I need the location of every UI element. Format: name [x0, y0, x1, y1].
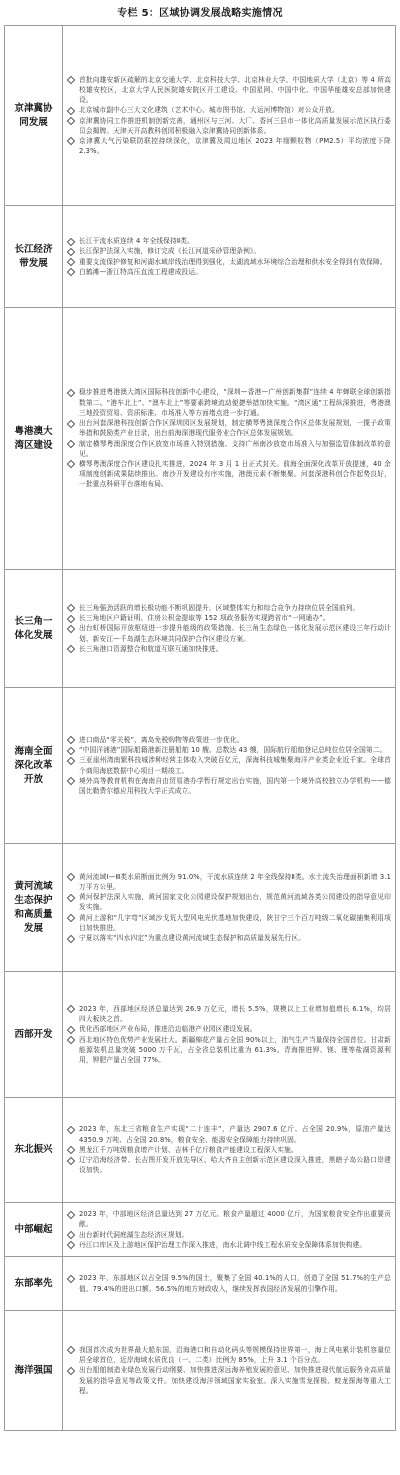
list-item-text: 出台虹桥国际开放枢纽进一步提升能级的政策措施、长三角生态绿色一体化发展示范区建设三年行动计划、新安江—千岛湖生态环境共同保护合作区建设方案。 [79, 624, 391, 643]
list-item [67, 1273, 391, 1293]
list-item [67, 1230, 391, 1240]
strategy-items-cell [63, 206, 396, 308]
diamond-bullet-icon [67, 268, 75, 276]
list-item [67, 75, 391, 106]
diamond-bullet-icon [67, 1126, 75, 1134]
diamond-bullet-icon [67, 914, 75, 922]
diamond-bullet-icon [67, 237, 75, 245]
list-item-text: 长三角港口资源整合和航道互联互通加快推进。 [79, 644, 223, 653]
strategy-items-cell [63, 1257, 396, 1311]
list-item-text: 境外高等教育机构在海南自由贸易港办学暂行规定出台实施，国内第一个境外高校独立办学机构——德国比勒费尔德应用科技大学正式成立。 [79, 776, 391, 795]
diamond-bullet-icon [67, 757, 75, 765]
list-item-text: 我国首次成为世界最大船东国，沿海港口和自动化码头等规模保持世界第一，海上风电累计装机容量位居全球首位，近岸海域水质优良（一、二类）比例为 85%，上升 3.1 个百分点。 [79, 1345, 391, 1365]
list-item [67, 387, 391, 418]
list-item [67, 735, 391, 745]
strategy-category: 长三角一体化发展 [5, 570, 63, 688]
list-item-text: 重要支流保护修复和河湖水域岸线治理得到强化，太湖流域水环境综合治理和供水安全得到有效保障。 [79, 257, 387, 266]
strategy-row [5, 1098, 396, 1203]
list-item-text: 长江保护法深入实施，修订完成《长江河道采砂管理条例》。 [79, 247, 261, 256]
strategy-row [5, 972, 396, 1098]
strategy-items-cell [63, 308, 396, 570]
strategy-items-cell [63, 570, 396, 688]
list-item-text: 2023 年，中部地区经济总量达到 27 万亿元。粮食产量超过 4000 亿斤，为国家粮食安全作出重要贡献。 [79, 1210, 391, 1229]
diamond-bullet-icon [67, 258, 75, 266]
list-item-text: 出台河套深港科技创新合作区深圳园区发展规划，制定横琴粤澳深度合作区总体发展规划，一揽子政策举措和鼓励类产业目录，出台前海深港现代服务业合作区总体发展规划。 [79, 419, 391, 438]
list-item [67, 418, 391, 438]
list-item [67, 136, 391, 156]
list-item-text: 长江干流水质连续 4 年全线保持Ⅱ类。 [79, 237, 194, 246]
list-item [67, 755, 391, 775]
strategy-row [5, 308, 396, 570]
strategy-items-cell [63, 26, 396, 206]
list-item-text: 横琴粤澳深度合作区建设扎实推进，2024 年 3 月 1 日正式封关。前海全面深化改革开放提速，40 余项制度创新成果陆续推出。南沙开发建设有序实施，港澳元素不断集聚。河套深港科创合作起势良好，一批重点科研平台落地布局。 [79, 459, 391, 489]
list-item-text: 京津冀协同工作推进机制创新完善，通州区与三河、大厂、香河三县市一体化高质量发展示范区执行委员会揭牌。天津天开高教科创园积极融入京津冀协同创新体系。 [79, 116, 391, 135]
diamond-bullet-icon [67, 736, 75, 744]
strategy-category: 东部率先 [5, 1257, 63, 1311]
list-item [67, 613, 391, 623]
diamond-bullet-icon [67, 440, 75, 448]
list-item-text: 京津冀大气污染联防联控持续深化，京津冀及周边地区 2023 年细颗粒物（PM2.5）平均浓度下降 2.3%。 [79, 136, 391, 156]
list-item-text: 出台新时代洞庭湖生态经济区规划。 [79, 1230, 189, 1239]
strategy-row [5, 1311, 396, 1431]
list-item [67, 1240, 391, 1250]
list-item [67, 1155, 391, 1175]
list-item [67, 246, 391, 256]
list-item [67, 776, 391, 796]
diamond-bullet-icon [67, 614, 75, 622]
diamond-bullet-icon [67, 1005, 75, 1013]
diamond-bullet-icon [67, 76, 75, 84]
list-item [67, 872, 391, 892]
strategy-row [5, 688, 396, 844]
strategy-table-body [5, 26, 396, 1431]
list-item-text: 黄河流域Ⅰ—Ⅲ类水质断面比例为 91.0%，干流水质连续 2 年全线保持Ⅱ类。水土流失治理面积新增 3.1 万平方公里。 [79, 872, 391, 891]
diamond-bullet-icon [67, 604, 75, 612]
list-item-text: 黑龙江千万吨级粮食增产计划、吉林千亿斤粮食产能建设工程深入实施。 [79, 1145, 298, 1154]
strategy-items-cell [63, 972, 396, 1098]
list-item-text: 丹江口库区及上游地区保护治理工作深入推进，南水北调中线工程水质安全保障体系加快构建。 [79, 1240, 367, 1249]
diamond-bullet-icon [67, 460, 75, 468]
column-title: 专栏 5：区域协调发展战略实施情况 [117, 8, 283, 19]
list-item-text: 三亚崖州湾南繁科技城涉种经营主体收入突破百亿元，深海科技城集聚海洋产业类企业近千家。全球首个商用海底数据中心项目一期竣工。 [79, 756, 391, 775]
list-item [67, 913, 391, 933]
diamond-bullet-icon [67, 419, 75, 427]
list-item [67, 267, 391, 277]
list-item [67, 105, 391, 115]
strategy-category: 长江经济带发展 [5, 206, 63, 308]
strategy-category: 海南全面深化改革开放 [5, 688, 63, 844]
diamond-bullet-icon [67, 645, 75, 653]
diamond-bullet-icon [67, 1026, 75, 1034]
list-item-text: 西北地区特色优势产业发展壮大。新疆棉花产量占全国 90%以上，油气生产当量保持全国首位。甘肃新能源装机总量突破 5000 万千瓦，占全省总装机比重为 61.3%。青海推进钾、镁、锂等盐湖资源利用，钾肥产量占全国 77%。 [79, 1035, 391, 1064]
list-item [67, 892, 391, 912]
list-item-text: 宁夏以落实“四水四定”为重点建设黄河流域生态保护和高质量发展先行区。 [79, 934, 306, 942]
list-item [67, 933, 391, 943]
strategy-category: 粤港澳大湾区建设 [5, 308, 63, 570]
list-item-text: 出台船舶制造业绿色发展行动纲要、加快推进深远海养殖发展的意见、加快推进现代航运服务业高质量发展的指导意见等政策文件。加快建设海洋领域国家实验室。深入实施雪龙探极、蛟龙探海等重大工程。 [79, 1366, 391, 1395]
strategy-category: 西部开发 [5, 972, 63, 1098]
diamond-bullet-icon [67, 1146, 75, 1154]
list-item [67, 1345, 391, 1365]
diamond-bullet-icon [67, 1156, 75, 1164]
list-item [67, 1004, 391, 1024]
diamond-bullet-icon [67, 389, 75, 397]
diamond-bullet-icon [67, 777, 75, 785]
list-item [67, 116, 391, 136]
diamond-bullet-icon [67, 137, 75, 145]
list-item-text: 优化西部地区产业布局，推进沿边临港产业园区建设发展。 [79, 1025, 257, 1034]
strategy-items-cell [63, 1203, 396, 1257]
list-item-text: 白鹤滩—浙江特高压直流工程建成投运。 [79, 267, 203, 276]
strategy-row [5, 570, 396, 688]
strategy-category: 京津冀协同发展 [5, 26, 63, 206]
diamond-bullet-icon [67, 625, 75, 633]
diamond-bullet-icon [67, 746, 75, 754]
list-item [67, 1209, 391, 1229]
strategy-category: 中部崛起 [5, 1203, 63, 1257]
list-item [67, 236, 391, 246]
list-item [67, 745, 391, 755]
list-item [67, 1145, 391, 1155]
list-item-text: 长三角地区户籍证明、住房公积金提取等 152 项政务服务实现跨省市“一网通办”。 [79, 614, 330, 623]
list-item-text: 2023 年，东北三省粮食生产实现“二十连丰”，产量达 2907.6 亿斤、占全国 20.9%，原油产量达 4350.9 万吨、占全国 20.8%，粮食安全、能源安全保障能力持续巩固。 [79, 1125, 391, 1144]
strategy-items-cell [63, 1311, 396, 1431]
list-item-text: 2023 年，东部地区以占全国 9.5%的国土，聚集了全国 40.1%的人口，创造了全国 51.7%的生产总值、79.4%的进出口额、56.5%的地方财政收入，继续发挥我国经济发展的引擎作用。 [79, 1274, 391, 1293]
list-item-text: 进口商品“零关税”、离岛免税购物等政策进一步优化。 [79, 735, 244, 744]
list-item-text: 首批向雄安新区疏解的北京交通大学、北京科技大学、北京林业大学、中国地质大学（北京）等 4 所高校雄安校区，北京大学人民医院雄安院区开工建设。中国星网、中国中化、中国华能雄安总部加快建设。 [79, 75, 391, 105]
strategy-row [5, 1203, 396, 1257]
list-item-text: 黄河上游和“几字弯”区域沙戈荒大型风电光伏基地加快建设，陕甘宁三个百万吨级二氧化碳捕集利用项目加快推进。 [79, 913, 391, 932]
strategy-row [5, 1257, 396, 1311]
strategy-category: 黄河流域生态保护和高质量发展 [5, 844, 63, 972]
list-item-text: 长三角强劲活跃的增长极功能不断巩固提升，区域整体实力和综合竞争力持续位居全国前列。 [79, 603, 360, 612]
list-item-text: “中国洋浦港”国际船籍港新注册船舶 10 艘、总数达 43 艘，国际航行船舶登记总吨位位居全国第二。 [79, 746, 387, 755]
strategy-items-cell [63, 688, 396, 844]
diamond-bullet-icon [67, 248, 75, 256]
diamond-bullet-icon [67, 1241, 75, 1249]
list-item [67, 623, 391, 643]
list-item-text: 辽宁沿海经济带、长吉图开发开放先导区、哈大齐自主创新示范区建设深入推进，黑瞎子岛公路口岸建设加快。 [79, 1156, 391, 1175]
strategy-row [5, 26, 396, 206]
list-item-text: 2023 年，西部地区经济总量达到 26.9 万亿元，增长 5.5%，规模以上工业增加值增长 6.1%，均居四大板块之首。 [79, 1004, 391, 1024]
diamond-bullet-icon [67, 107, 75, 115]
diamond-bullet-icon [67, 1275, 75, 1283]
strategy-row [5, 206, 396, 308]
list-item-text: 黄河保护法深入实施，黄河国家文化公园建设保护规划出台，规范黄河流域各类公园建设的指导意见印发实施。 [79, 893, 391, 912]
list-item [67, 1365, 391, 1396]
list-item-text: 制定横琴粤澳深度合作区放宽市场准入特别措施、支持广州南沙放宽市场准入与加强监管体制改革的意见。 [79, 439, 391, 458]
list-item [67, 1035, 391, 1066]
diamond-bullet-icon [67, 893, 75, 901]
diamond-bullet-icon [67, 1346, 75, 1354]
diamond-bullet-icon [67, 1036, 75, 1044]
list-item-text: 稳步推进粤港澳大湾区国际科技创新中心建设，“深圳—香港—广州创新集群”连续 4 年蝉联全球创新指数第二。“港车北上”、“澳车北上”等要素跨境流动便捷举措加快实施。“湾区通”工程纵深推进，粤港澳三地投资贸易、资质标准、市场准入等方面堵点进一步打通。 [79, 388, 391, 417]
list-item [67, 439, 391, 459]
strategy-row [5, 844, 396, 972]
list-item [67, 459, 391, 490]
diamond-bullet-icon [67, 934, 75, 942]
strategy-category: 东北振兴 [5, 1098, 63, 1203]
list-item-text: 北京城市副中心三大文化建筑（艺术中心、城市图书馆、大运河博物馆）对公众开放。 [79, 106, 339, 115]
list-item [67, 1024, 391, 1034]
diamond-bullet-icon [67, 873, 75, 881]
list-item [67, 257, 391, 267]
list-item [67, 644, 391, 654]
strategy-items-cell [63, 844, 396, 972]
diamond-bullet-icon [67, 1231, 75, 1239]
list-item [67, 603, 391, 613]
strategy-table [4, 25, 396, 1431]
diamond-bullet-icon [67, 117, 75, 125]
list-item [67, 1124, 391, 1144]
diamond-bullet-icon [67, 1367, 75, 1375]
strategy-category: 海洋强国 [5, 1311, 63, 1431]
diamond-bullet-icon [67, 1210, 75, 1218]
strategy-items-cell [63, 1098, 396, 1203]
